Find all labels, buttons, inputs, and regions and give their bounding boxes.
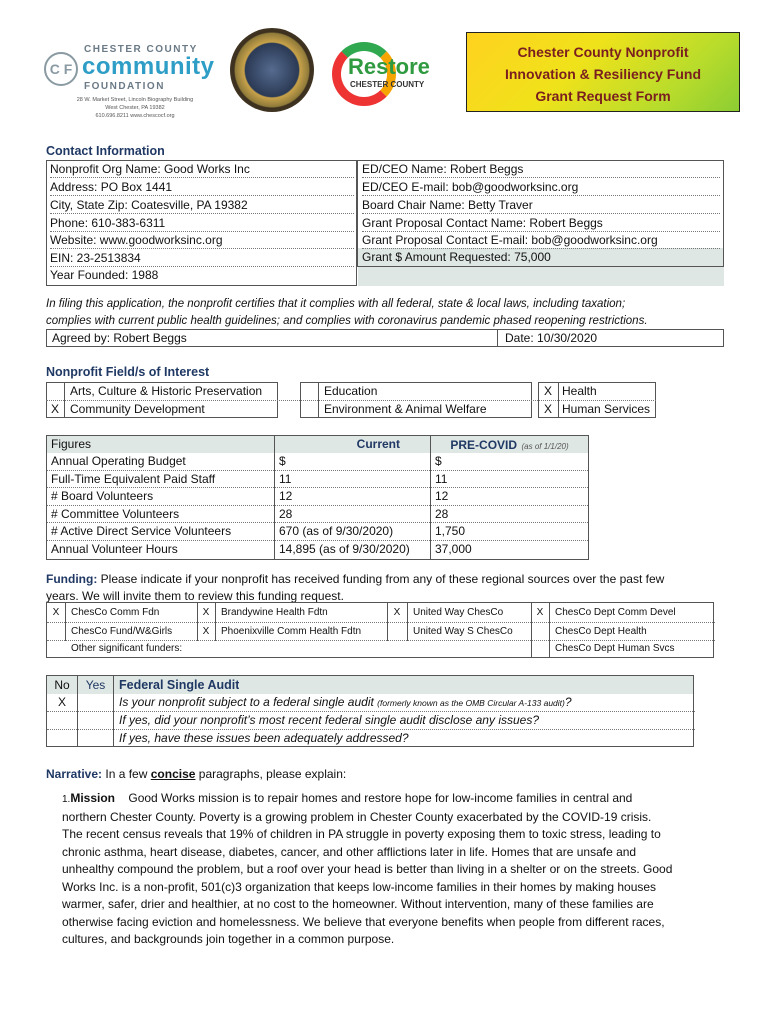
- fields-heading: Nonprofit Field/s of Interest: [46, 365, 210, 379]
- contact-field[interactable]: Year Founded: 1988: [50, 268, 159, 282]
- contact-field[interactable]: Phone: 610-383-6311: [50, 215, 354, 232]
- audit-q2-yes-checkbox[interactable]: [78, 712, 113, 729]
- funding-divider: [549, 603, 550, 658]
- funding-source-label: ChesCo Fund/W&Girls: [71, 626, 173, 637]
- contact-field[interactable]: ED/CEO Name: Robert Beggs: [362, 161, 720, 178]
- figures-precovid-value[interactable]: $: [431, 453, 588, 471]
- funding-source-label: United Way S ChesCo: [413, 626, 513, 637]
- audit-heading: Federal Single Audit: [119, 678, 240, 692]
- audit-q2-no-checkbox[interactable]: [47, 712, 77, 729]
- narrative-intro-emphasis: concise: [150, 767, 196, 781]
- field-label-arts: Arts, Culture & Historic Preservation: [70, 384, 263, 398]
- figures-row-label: # Board Volunteers: [47, 488, 274, 506]
- narrative-intro-pre: In a few: [102, 767, 151, 781]
- form-title-line1: Chester County Nonprofit: [517, 44, 689, 60]
- contact-heading: Contact Information: [46, 144, 165, 158]
- mission-line: warmer, safer, drier and healthier, at no cost to the homeowner. Without intervention, many of these families are: [62, 897, 654, 911]
- form-title-box: [466, 32, 740, 112]
- audit-question-3: If yes, have these issues been adequately addressed?: [119, 731, 409, 745]
- mission-line: cultures, and backgrounds join together in a common purpose.: [62, 932, 395, 946]
- figures-current-value[interactable]: 14,895 (as of 9/30/2020): [279, 542, 410, 556]
- figures-row-label: Annual Operating Budget: [47, 453, 274, 471]
- funding-checkbox[interactable]: X: [202, 607, 210, 618]
- grant-amount-field[interactable]: Grant $ Amount Requested: 75,000: [362, 250, 551, 264]
- contact-field[interactable]: Board Chair Name: Betty Traver: [362, 197, 720, 214]
- foundation-address: [60, 96, 210, 120]
- figures-row-label: Annual Volunteer Hours: [51, 542, 178, 556]
- funding-checkbox[interactable]: X: [536, 607, 544, 618]
- figures-current-value[interactable]: 12: [275, 488, 430, 506]
- foundation-name-line1: CHESTER COUNTY: [84, 44, 198, 55]
- funding-label-chesco-human-svcs: ChesCo Dept Human Svcs: [555, 643, 675, 654]
- figures-current-value[interactable]: 670 (as of 9/30/2020): [275, 523, 430, 541]
- mission-answer[interactable]: [62, 790, 742, 949]
- mission-line: Works Inc. is a non-profit, 501(c)3 organization that keeps low-income families in their homes by making houses: [62, 879, 657, 894]
- field-checkbox-community-development[interactable]: X: [50, 402, 59, 416]
- field-label-human-services: Human Services: [562, 402, 651, 416]
- foundation-name-line2: community: [82, 53, 215, 80]
- audit-q1-end: ?: [564, 695, 572, 709]
- contact-field[interactable]: Grant Proposal Contact Name: Robert Beggs: [362, 215, 720, 232]
- figures-col-precovid-note: (as of 1/1/20): [521, 442, 569, 451]
- funding-source-label: ChesCo Dept Comm Devel: [555, 607, 676, 618]
- fields-table: [46, 382, 656, 418]
- funding-label: Funding:: [46, 572, 98, 586]
- foundation-address-line2: West Chester, PA 19382: [105, 105, 165, 111]
- mission-line: northern Chester County. Poverty is a growing problem in Chester County exacerbated by the COVID-19 crisis.: [62, 809, 652, 824]
- funding-table: [46, 602, 714, 658]
- contact-field[interactable]: Grant Proposal Contact E-mail: bob@goodworksinc.org: [362, 232, 720, 249]
- field-label-education: Education: [324, 384, 378, 398]
- mission-line: Good Works mission is to repair homes and restore hope for low-income families in central and: [128, 791, 633, 805]
- figures-precovid-value[interactable]: 28: [431, 506, 588, 524]
- form-title-line3: Grant Request Form: [535, 88, 671, 104]
- field-label-environment: Environment & Animal Welfare: [324, 402, 487, 416]
- agreed-by-field[interactable]: Agreed by: Robert Beggs: [52, 331, 187, 345]
- audit-col-no: No: [54, 678, 70, 692]
- audit-q3-no-checkbox[interactable]: [47, 730, 77, 746]
- funding-source-label: ChesCo Dept Health: [555, 626, 647, 637]
- contact-field[interactable]: Address: PO Box 1441: [50, 179, 354, 196]
- restore-logo-sub: CHESTER COUNTY: [350, 80, 425, 89]
- funding-checkbox[interactable]: X: [52, 607, 60, 618]
- figures-precovid-value[interactable]: 37,000: [435, 542, 472, 556]
- contact-field[interactable]: Nonprofit Org Name: Good Works Inc: [50, 161, 354, 178]
- figures-precovid-value[interactable]: 12: [431, 488, 588, 506]
- contact-field[interactable]: Website: www.goodworksinc.org: [50, 232, 354, 249]
- agreement-row: [46, 329, 724, 347]
- narrative-intro: [46, 766, 346, 783]
- funding-source-label: Brandywine Health Fdtn: [221, 607, 328, 618]
- figures-precovid-value[interactable]: 11: [431, 471, 588, 489]
- figures-col-precovid-label: PRE-COVID: [450, 438, 518, 452]
- contact-grey-filler: [358, 267, 724, 286]
- contact-field[interactable]: EIN: 23-2513834: [50, 250, 354, 267]
- field-label-health: Health: [562, 384, 597, 398]
- field-checkbox-human-services[interactable]: X: [543, 402, 552, 416]
- audit-q1-no-checkbox[interactable]: X: [57, 695, 66, 709]
- figures-row-label: Full-Time Equivalent Paid Staff: [47, 471, 274, 489]
- mission-line: The recent census reveals that 19% of children in PA struggle in poverty exposing them to toxic stress, leading to: [62, 827, 661, 841]
- mission-line: otherwise facing eviction and homelessness. We believe that everyone benefits when people from different races,: [62, 914, 665, 929]
- contact-table: [46, 160, 724, 286]
- audit-question-2: If yes, did your nonprofit’s most recent federal single audit disclose any issues?: [119, 713, 539, 727]
- contact-field[interactable]: City, State Zip: Coatesville, PA 19382: [50, 197, 354, 214]
- funding-intro: [46, 571, 736, 605]
- figures-table: [46, 435, 589, 560]
- audit-q1-text: Is your nonprofit subject to a federal single audit: [119, 695, 378, 709]
- mission-number: 1.: [62, 794, 71, 805]
- audit-q1-note: (formerly known as the OMB Circular A-133 audit): [377, 698, 565, 708]
- agreement-divider: [497, 330, 498, 346]
- restore-logo-word: Restore: [348, 54, 430, 79]
- mission-line: unhealthy compound the problem, but a roof over your head is better than living in a shelter or on the streets. Good: [62, 862, 673, 876]
- form-title-line2: Innovation & Resiliency Fund: [504, 66, 702, 82]
- foundation-address-line3: 610.696.8211 www.chescocf.org: [95, 113, 175, 119]
- audit-table: [46, 675, 694, 747]
- funding-source-label: Phoenixville Comm Health Fdtn: [221, 626, 362, 637]
- figures-current-value[interactable]: 28: [275, 506, 430, 524]
- narrative-intro-post: paragraphs, please explain:: [195, 767, 347, 781]
- audit-q3-yes-checkbox[interactable]: [78, 730, 113, 746]
- audit-col-yes: Yes: [85, 678, 106, 692]
- foundation-address-line1: 28 W. Market Street, Lincoln Biography Building: [76, 97, 194, 103]
- funding-checkbox[interactable]: X: [393, 607, 401, 618]
- field-label-community-development: Community Development: [70, 402, 205, 416]
- certification-text: [46, 296, 736, 330]
- restore-logo: [330, 42, 440, 112]
- mission-line: chronic asthma, heart disease, diabetes, cancer, and other afflictions later in life. Homes that are unsafe and: [62, 844, 637, 859]
- contact-field[interactable]: ED/CEO E-mail: bob@goodworksinc.org: [362, 179, 720, 196]
- foundation-name-line3: FOUNDATION: [84, 81, 165, 92]
- funding-source-label: United Way ChesCo: [413, 607, 504, 618]
- funding-checkbox[interactable]: X: [202, 626, 210, 637]
- figures-current-value[interactable]: 11: [275, 471, 430, 489]
- figures-col-current: Current: [356, 437, 400, 451]
- audit-question-1: [119, 694, 572, 712]
- figures-row-label: # Committee Volunteers: [47, 506, 274, 524]
- certification-line2: complies with current public health guidelines; and complies with coronavirus pandemic phased reopening restrictions.: [46, 315, 648, 327]
- figures-col-figures: Figures: [51, 437, 92, 451]
- figures-precovid-value[interactable]: 1,750: [431, 523, 588, 541]
- figures-current-value[interactable]: $: [275, 453, 430, 471]
- county-seal-icon: [230, 28, 314, 112]
- field-checkbox-health[interactable]: X: [543, 384, 552, 398]
- foundation-monogram-icon: C F: [44, 52, 78, 86]
- funding-source-label: ChesCo Comm Fdn: [71, 607, 160, 618]
- audit-q1-yes-checkbox[interactable]: [78, 694, 113, 711]
- other-funders-label[interactable]: Other significant funders:: [71, 643, 183, 654]
- certification-line1: In filing this application, the nonprofit certifies that it complies with all federal, state & local laws, including taxation;: [46, 298, 626, 310]
- date-field[interactable]: Date: 10/30/2020: [505, 331, 598, 345]
- figures-row-label: # Active Direct Service Volunteers: [47, 523, 274, 541]
- funding-text1: Please indicate if your nonprofit has received funding from any of these regional sources over the past few: [97, 572, 665, 586]
- narrative-label: Narrative:: [46, 767, 103, 781]
- mission-title: Mission: [70, 791, 116, 805]
- funding-text2: years. We will invite them to review this funding request.: [46, 589, 344, 603]
